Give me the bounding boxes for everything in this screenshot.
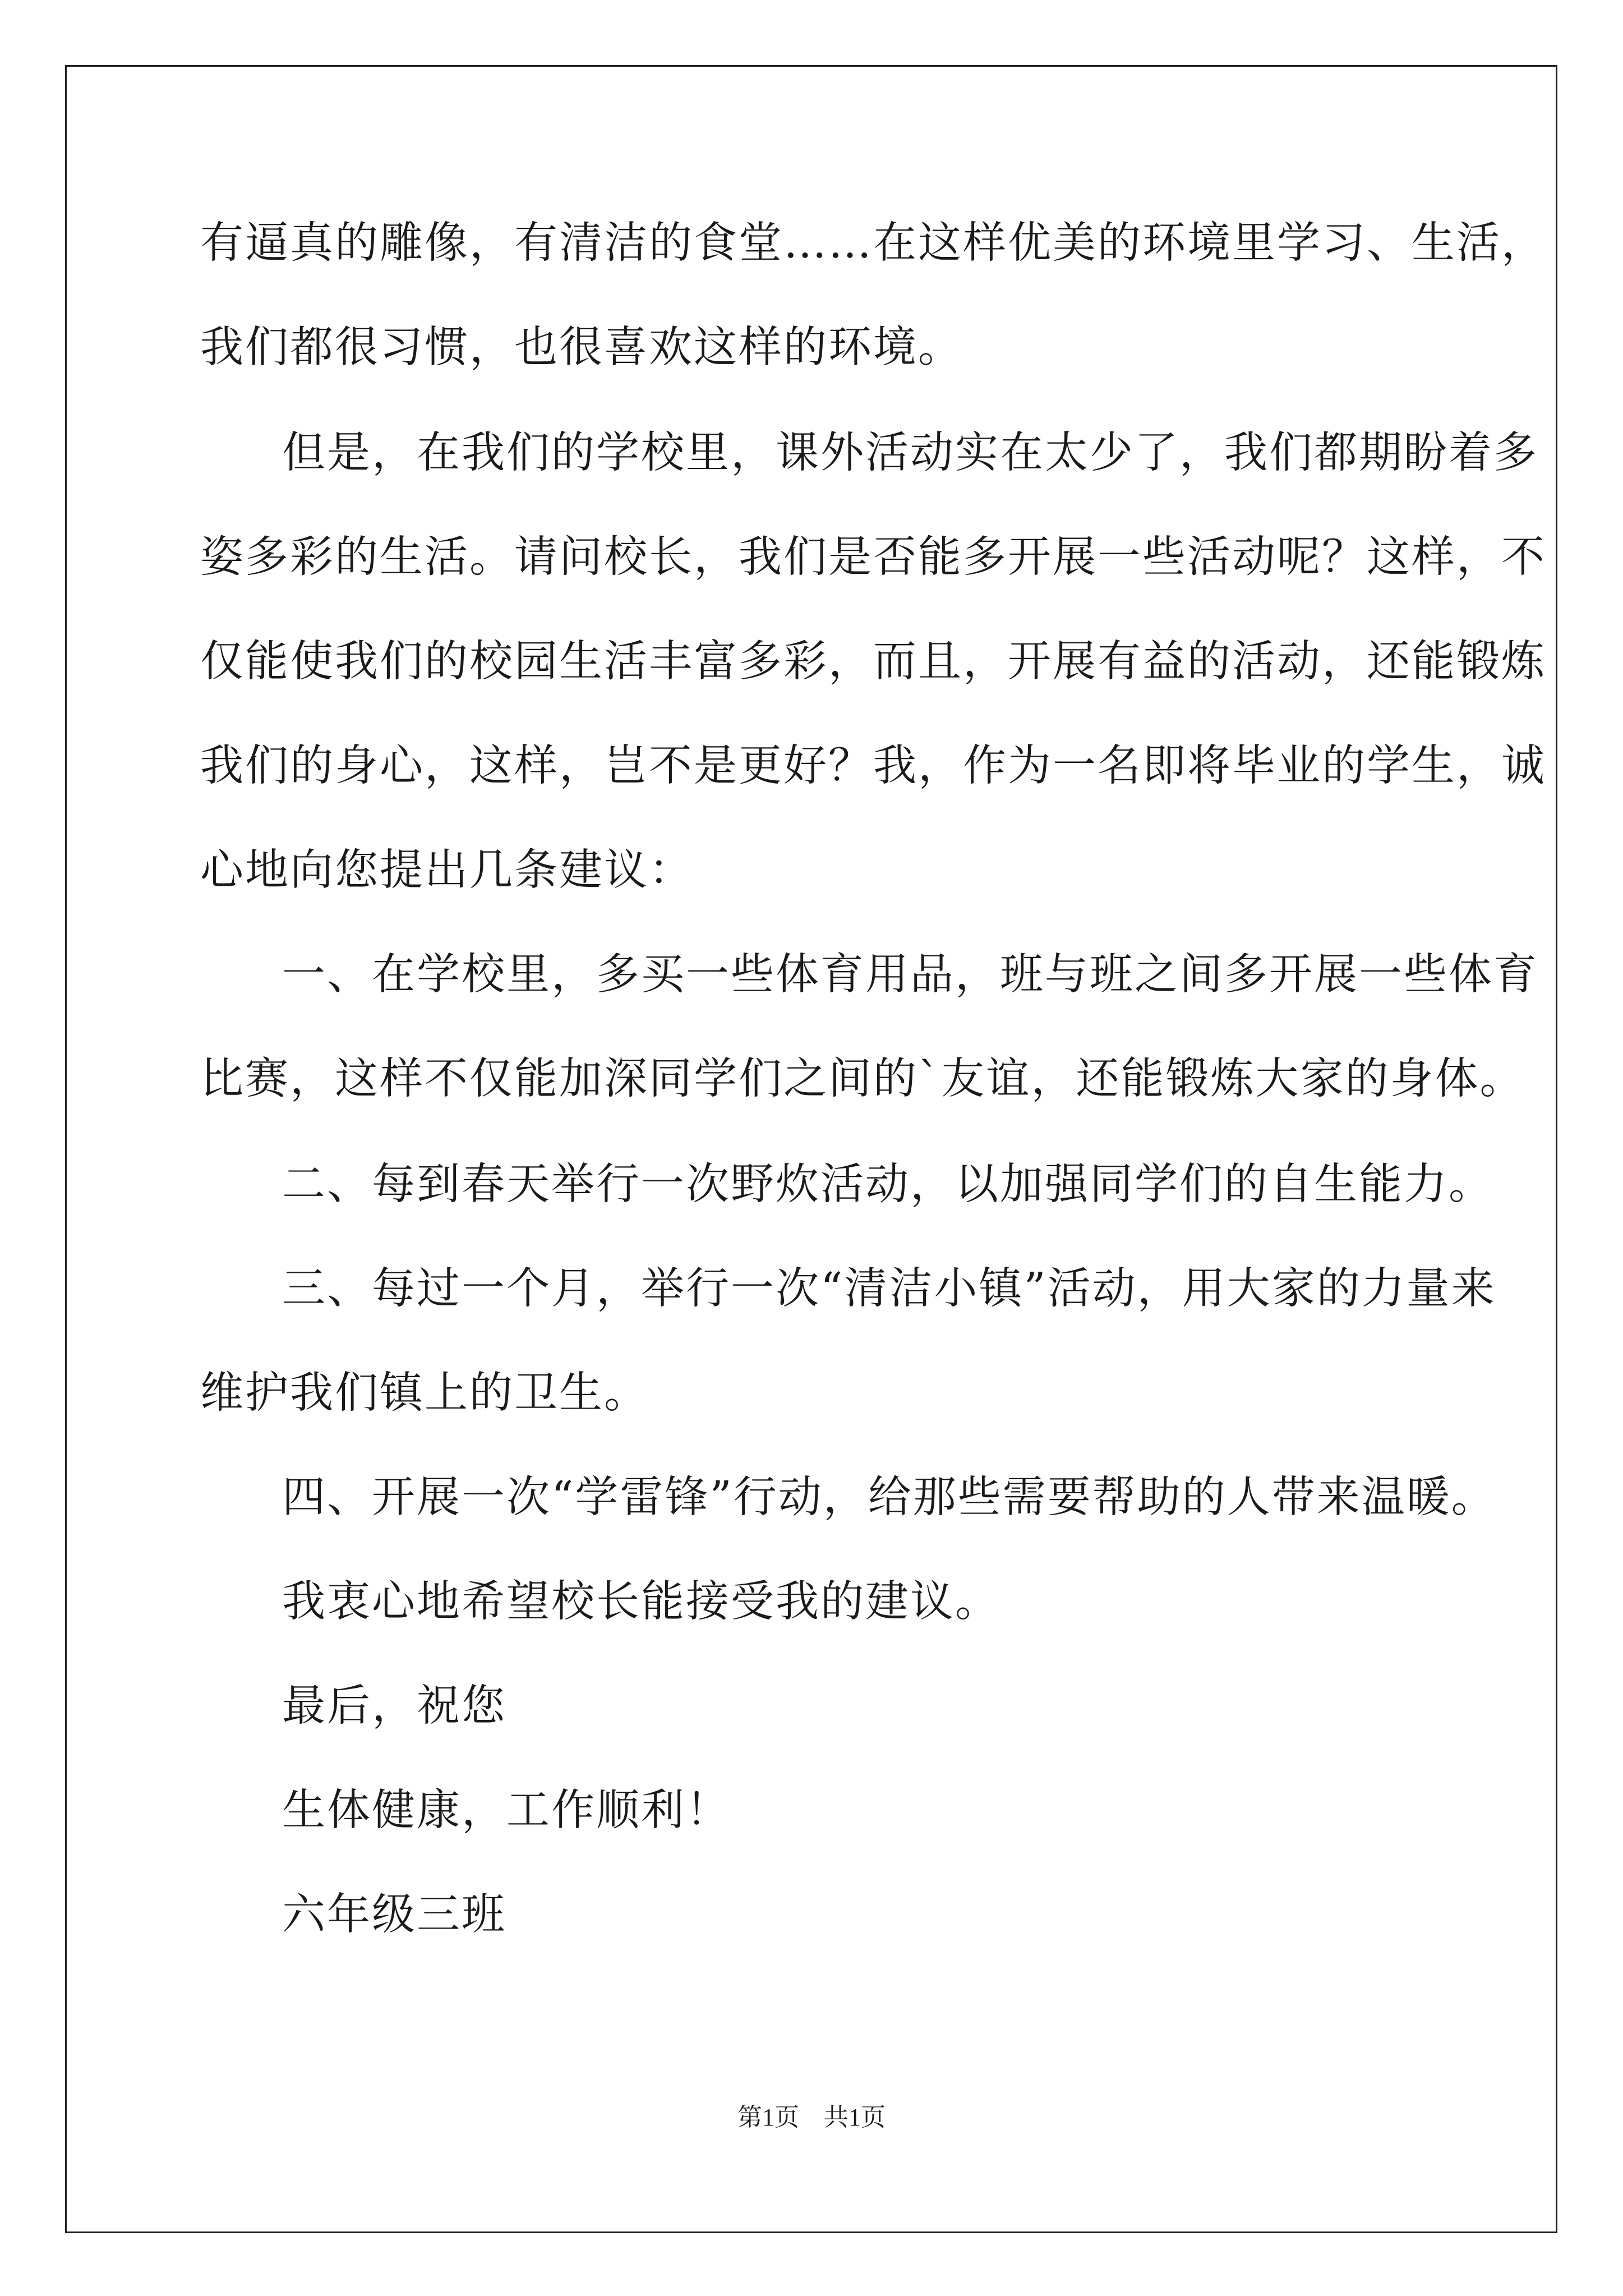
text-line-2: 我们都很习惯，也很喜欢这样的环境。	[200, 323, 963, 372]
text-line-6: 我们的身心，这样，岂不是更好？我，作为一名即将毕业的学生，诚	[200, 741, 1546, 791]
text-line-10: 二、每到春天举行一次野炊活动，以加强同学们的自生能力。	[282, 1159, 1493, 1209]
text-line-16: 生体健康，工作顺利！	[282, 1786, 731, 1835]
text-line-12: 维护我们镇上的卫生。	[200, 1368, 649, 1418]
text-line-14: 我衷心地希望校长能接受我的建议。	[282, 1577, 1000, 1627]
text-line-4: 姿多彩的生活。请问校长，我们是否能多开展一些活动呢？这样，不	[200, 532, 1546, 582]
text-line-7: 心地向您提出几条建议：	[200, 845, 694, 895]
page-number-footer: 第1页 共1页	[737, 2104, 886, 2131]
text-line-9: 比赛，这样不仅能加深同学们之间的`友谊，还能锻炼大家的身体。	[200, 1054, 1525, 1104]
text-line-8: 一、在学校里，多买一些体育用品，班与班之间多开展一些体育	[282, 950, 1538, 1000]
text-line-5: 仅能使我们的校园生活丰富多彩，而且，开展有益的活动，还能锻炼	[200, 637, 1546, 687]
text-line-3: 但是，在我们的学校里，课外活动实在太少了，我们都期盼着多	[282, 428, 1538, 478]
text-line-13: 四、开展一次“学雷锋”行动，给那些需要帮助的人带来温暖。	[282, 1473, 1496, 1522]
text-line-15: 最后，祝您	[282, 1681, 506, 1731]
text-line-11: 三、每过一个月，举行一次“清洁小镇”活动，用大家的力量来	[282, 1264, 1496, 1314]
text-line-1: 有逼真的雕像，有清洁的食堂……在这样优美的环境里学习、生活，	[200, 218, 1546, 268]
text-line-17: 六年级三班	[282, 1890, 506, 1940]
